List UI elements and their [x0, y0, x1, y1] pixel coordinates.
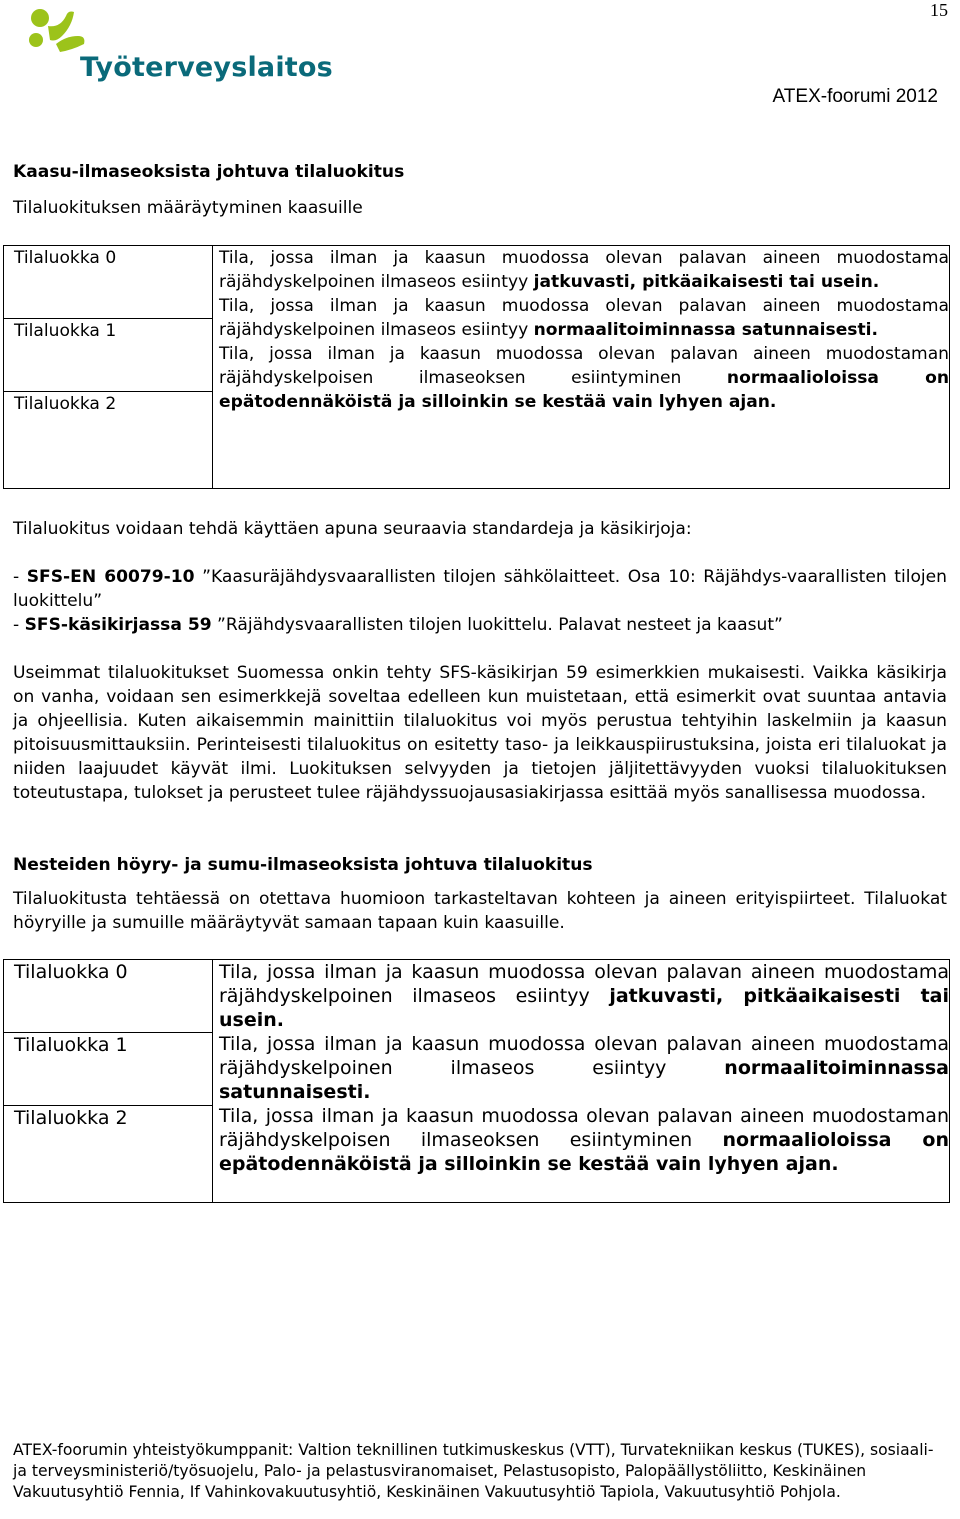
zone-description: Tila, jossa ilman ja kaasun muodossa olevan palavan aineen muodostama räjähdyskelpoinen ilmaseos esiintyy jatkuvasti, pitkäaikaisesti tai usein. Tila, jossa ilman ja kaasun muodossa olevan palavan aineen muodostama räjähdyskelpoinen ilmaseos esiintyy normaalitoiminnassa satunnaisesti. Tila, jossa ilman ja kaasun muodossa olevan palavan aineen muodostaman räjähdyskelpoisen ilmaseoksen esiintyminen normaalioloissa on epätodennäköistä ja silloinkin se kestää vain lyhyen ajan. [213, 960, 950, 1203]
table-row [4, 960, 950, 1033]
zone-table-gas [3, 245, 950, 489]
footer-partners: ATEX-foorumin yhteistyökumppanit: Valtion teknillinen tutkimuskeskus (VTT), Turvatekniikan keskus (TUKES), sosiaali- ja terveysministeriö/työsuojelu, Palo- ja pelastusviranomaiset, Pelastusopisto, Palopäällystöliitto, Keskinäinen Vakuutusyhtiö Fennia, If Vahinkovakuutusyhtiö, Keskinäinen Vakuutusyhtiö Tapiola, Vakuutusyhtiö Pohjola. [13, 1441, 934, 1501]
body-paragraph: Useimmat tilaluokitukset Suomessa onkin tehty SFS-käsikirjan 59 esimerkkien mukaisesti. Vaikka käsikirja on vanha, voidaan sen esimerkkejä soveltaa edelleen kun muistetaan, että esimerkit ovat suuntaa antavia ja ohjeellisia. Kuten aikaisemmin mainittiin tilaluokitus voi myös perustua tehtyihin laskelmiin ja kaasun pitoisuusmittauksiin. Perinteisesti tilaluokitus on esitetty taso- ja leikkauspiirustuksina, joista eri tilaluokat ja niiden laajuudet käyvät ilmi. Luokituksen selvyyden ja tietojen jäljitettävyyden vuoksi tilaluokituksen toteutustapa, tulokset ja perusteet tulee räjähdyssuojausasiakirjassa esittää myös sanallisessa muodossa. [13, 663, 947, 803]
standards-intro: Tilaluokitus voidaan tehdä käyttäen apuna seuraavia standardeja ja käsikirjoja: [13, 519, 692, 539]
logo-text: Työterveyslaitos [80, 52, 333, 83]
zone-label: Tilaluokka 1 [4, 319, 213, 392]
main-content [13, 160, 950, 1203]
standard-item: - SFS-käsikirjassa 59 ”Räjähdysvaarallisten tilojen luokittelu. Palavat nesteet ja kaasut” [13, 615, 783, 635]
zone-label: Tilaluokka 2 [4, 1106, 213, 1203]
standard-item: - SFS-EN 60079-10 ”Kaasuräjähdysvaarallisten tilojen sähkölaitteet. Osa 10: Räjähdys-vaarallisten tilojen luokittelu” [13, 567, 947, 611]
section-subtitle-gas: Tilaluokituksen määräytyminen kaasuille [13, 198, 363, 218]
zone-table-vapour [3, 959, 950, 1203]
section-title-gas: Kaasu-ilmaseoksista johtuva tilaluokitus [13, 162, 405, 182]
zone-description: Tila, jossa ilman ja kaasun muodossa olevan palavan aineen muodostama räjähdyskelpoinen ilmaseos esiintyy jatkuvasti, pitkäaikaisesti tai usein. Tila, jossa ilman ja kaasun muodossa olevan palavan aineen muodostama räjähdyskelpoinen ilmaseos esiintyy normaalitoiminnassa satunnaisesti. Tila, jossa ilman ja kaasun muodossa olevan palavan aineen muodostaman räjähdyskelpoisen ilmaseoksen esiintyminen normaalioloissa on epätodennäköistä ja silloinkin se kestää vain lyhyen ajan. [213, 246, 950, 489]
table-row [4, 246, 950, 319]
forum-title: ATEX-foorumi 2012 [772, 86, 938, 107]
zone-label: Tilaluokka 1 [4, 1033, 213, 1106]
section-title-vapour: Nesteiden höyry- ja sumu-ilmaseoksista johtuva tilaluokitus [13, 855, 593, 875]
zone-label: Tilaluokka 0 [4, 246, 213, 319]
zone-label: Tilaluokka 0 [4, 960, 213, 1033]
zone-label: Tilaluokka 2 [4, 392, 213, 489]
page-number: 15 [930, 0, 948, 20]
section-intro-vapour: Tilaluokitusta tehtäessä on otettava huomioon tarkasteltavan kohteen ja aineen erityispiirteet. Tilaluokat höyryille ja sumuille määräytyvät samaan tapaan kuin kaasuille. [13, 889, 947, 933]
tyoterveyslaitos-logo [26, 6, 333, 96]
